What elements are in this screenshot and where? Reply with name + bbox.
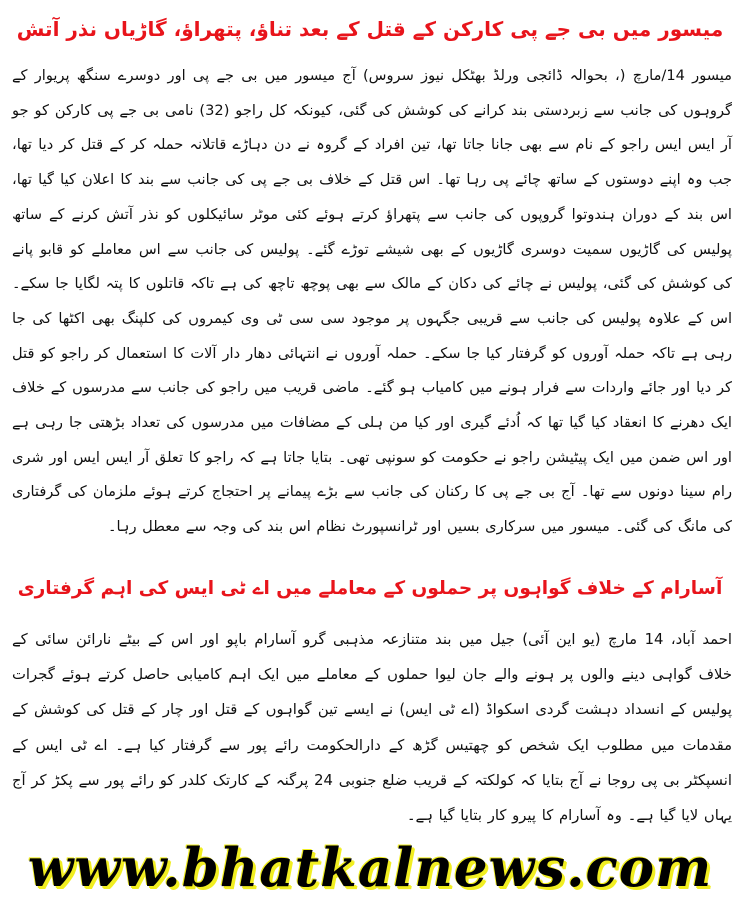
article-1-headline: میسور میں بی جے پی کارکن کے قتل کے بعد تناؤ، پتھراؤ، گاڑیاں نذر آتش xyxy=(16,17,724,41)
article-1-body: میسور 14/مارچ (، بحوالہ ڈائجی ورلڈ بھٹکل نیوز سروس) آج میسور میں بی جے پی اور دوسرے سنگھ پریوار کے گروہوں کی جانب سے زبردستی بند کرانے کی کوشش کی گئی، کیونکہ کل راجو (32) نامی بی جے پی کارکن کو جو آر ایس ایس راجو کے نام سے بھی جانا جاتا تھا، تین افراد کے گروہ نے دن دہاڑے قاتلانہ حملہ کر کے قتل کر دیا تھا، جب وہ اپنے دوستوں کے ساتھ چائے پی رہا تھا۔ اس قتل کے خلاف بی جے پی کی جانب سے بند کا اعلان کیا گیا تھا، اس بند کے دوران ہندوتوا گروپوں کی جانب سے پتھراؤ کرتے ہوئے کئی موٹر سائیکلوں کو نذر آتش کرنے کے ساتھ پولیس کی گاڑیوں سمیت دوسری گاڑیوں کے بھی شیشے توڑے گئے۔ پولیس کی جانب سے اس معاملے کو قابو پانے کی کوشش کی گئی، پولیس نے چائے کی دکان کے مالک سے بھی پوچھ تاچھ کی ہے تاکہ قاتلوں کا پتہ لگایا جا سکے۔ اس کے علاوہ پولیس کی جانب سے قریبی جگہوں پر موجود سی سی ٹی وی کیمروں کی کلپنگ بھی اکٹھا کی جا رہی ہے تاکہ حملہ آوروں کو گرفتار کیا جا سکے۔ حملہ آوروں نے انتہائی دھار دار آلات کا استعمال کر راجو کو قتل کر دیا اور جائے واردات سے فرار ہونے میں کامیاب ہو گئے۔ ماضی قریب میں راجو کی جانب سے مدرسوں کے خلاف ایک دھرنے کا انعقاد کیا گیا تھا کہ اُدئے گیری اور کیا من ہلی کے مضافات میں مدرسوں کی تعداد بڑھتی جا رہی ہے اور اس ضمن میں ایک پیٹیشن راجو نے حکومت کو سونپی تھی۔ بتایا جاتا ہے کہ راجو کا تعلق آر ایس ایس اور شری رام سینا دونوں سے تھا۔ آج بی جے پی کا رکنان کی جانب سے بڑے پیمانے پر احتجاج کرتے ہوئے ملزمان کی گرفتاری کی مانگ کی گئی۔ میسور میں سرکاری بسیں اور ٹرانسپورٹ نظام اس بند کی وجہ سے معطل رہا۔ xyxy=(12,67,732,536)
article-2-body: احمد آباد، 14 مارچ (یو این آئی) جیل میں بند متنازعہ مذہبی گرو آسارام باپو اور اس کے بیٹے نارائن سائی کے خلاف گواہی دینے والوں پر ہونے والے جان لیوا حملوں کے معاملے میں ایک اہم کامیابی حاصل کرتے ہوئے گجرات پولیس کے انسداد دہشت گردی اسکواڈ (اے ٹی ایس) نے ایسے تین گواہوں کے قتل اور چار کے قتل کی کوشش کے مقدمات میں مطلوب ایک شخص کو چھتیس گڑھ کے دارالحکومت رائے پور سے گرفتار کیا ہے۔ اے ٹی ایس کے انسپکٹر بی پی روجا نے آج بتایا کہ کولکتہ کے قریب ضلع جنوبی 24 پرگنہ کے کارتک کلدر کو رائے پور سے پکڑ کر آج یہاں لایا گیا ہے۔ وہ آسارام کا پیرو کار بتایا گیا ہے۔ xyxy=(12,631,732,824)
website-footer-banner: www.bhatkalnews.com xyxy=(27,837,713,899)
article-2-headline: آسارام کے خلاف گواہوں پر حملوں کے معاملے میں اے ٹی ایس کی اہم گرفتاری xyxy=(17,578,723,599)
